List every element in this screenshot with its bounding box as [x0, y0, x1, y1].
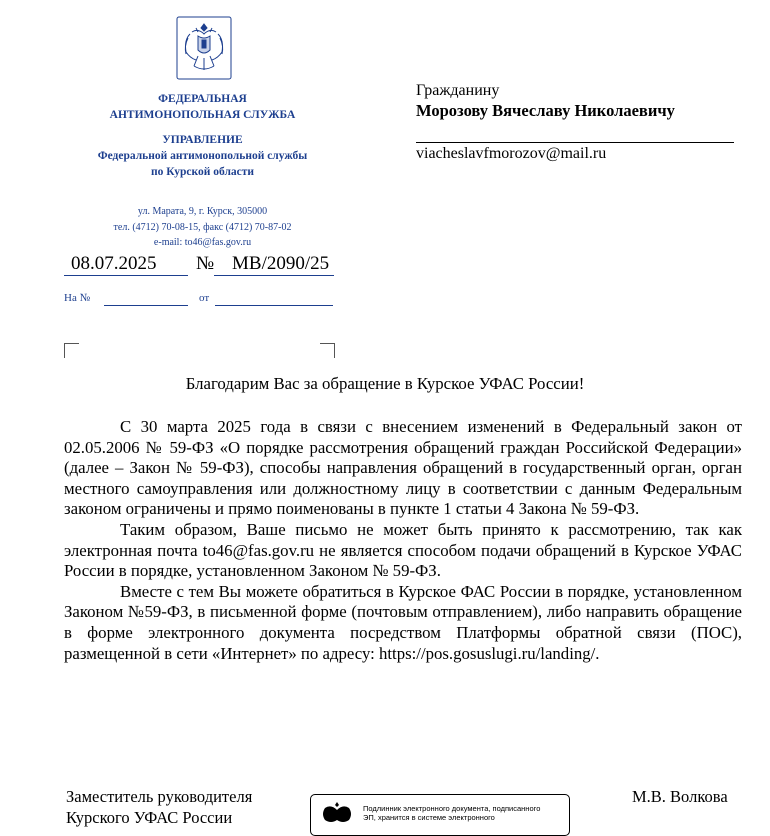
signer-name: М.В. Волкова: [632, 787, 728, 806]
ref-from-label: от: [199, 292, 210, 304]
coat-of-arms-icon: [176, 16, 232, 80]
dept-line1: УПРАВЛЕНИЕ: [162, 134, 243, 146]
position-line1: Заместитель руководителя: [66, 787, 253, 806]
stamp-emblem-icon: [317, 800, 357, 824]
stamp-text: [363, 804, 540, 822]
email: e-mail: to46@fas.gov.ru: [153, 237, 252, 248]
agency-line2: АНТИМОНОПОЛЬНАЯ СЛУЖБА: [109, 109, 296, 121]
dept-line2: Федеральной антимонопольной службы: [97, 150, 308, 162]
phones: тел. (4712) 70-08-15, факс (4712) 70-87-02: [113, 221, 292, 233]
number-underline: [214, 275, 334, 276]
paragraph-2: Таким образом, Ваше письмо не может быть принято к рассмотрению, так как электронная почта to46@fas.gov.ru не является способом подачи обращений в Курское УФАС России в порядке, установленном Законом № 59-ФЗ.: [64, 519, 742, 581]
stamp-line2: ЭП, хранится в системе электронного: [363, 813, 495, 822]
address: ул. Марата, 9, г. Курск, 305000: [137, 206, 268, 217]
position-line2: Курского УФАС России: [66, 808, 233, 827]
paragraph-3: Вместе с тем Вы можете обратиться в Курское ФАС России в порядке, установленном Законом №59-ФЗ, в письменной форме (почтовым отправлением), либо направить обращение в форме электронного документа посредством Платформы обратной связи (ПОС), размещенной в сети «Интернет» по адресу: https://pos.gosuslugi.ru/landing/.: [64, 581, 742, 663]
registration-date: 08.07.2025: [71, 253, 157, 274]
recipient-name: Морозову Вячеславу Николаевичу: [416, 101, 675, 120]
ref-number-underline: [104, 305, 188, 306]
letter-body: [64, 417, 742, 664]
registration-number: МВ/2090/25: [232, 253, 330, 274]
contact-block: [40, 204, 365, 251]
ref-label: На №: [64, 292, 91, 304]
recipient-salutation: Гражданину: [416, 82, 500, 99]
corner-bracket-left: [64, 343, 79, 358]
greeting: Благодарим Вас за обращение в Курское УФАС России!: [185, 374, 585, 393]
agency-name: [40, 91, 365, 123]
registration-number-sign: №: [196, 253, 215, 274]
signer-position: [66, 786, 252, 828]
agency-line1: ФЕДЕРАЛЬНАЯ: [158, 93, 247, 105]
e-signature-stamp: [310, 794, 570, 836]
department-name: [40, 132, 365, 180]
dept-line3: по Курской области: [150, 166, 255, 178]
recipient-email: viacheslavfmorozov@mail.ru: [416, 145, 607, 162]
stamp-line1: Подлинник электронного документа, подписанного: [363, 804, 541, 813]
paragraph-1: С 30 марта 2025 года в связи с внесением изменений в Федеральный закон от 02.05.2006 № 59-ФЗ «О порядке рассмотрения обращений граждан Российской Федерации» (далее – Закон № 59-ФЗ), способы направления обращений в государственный орган, орган местного самоуправления или должностному лицу в соответствии с данным Федеральным законом ограничены и прямо поименованы в пункте 1 статьи 4 Закона № 59-ФЗ.: [64, 417, 742, 519]
ref-date-underline: [215, 305, 333, 306]
date-underline: [64, 275, 188, 276]
recipient-underline: [416, 142, 734, 143]
corner-bracket-right: [320, 343, 335, 358]
